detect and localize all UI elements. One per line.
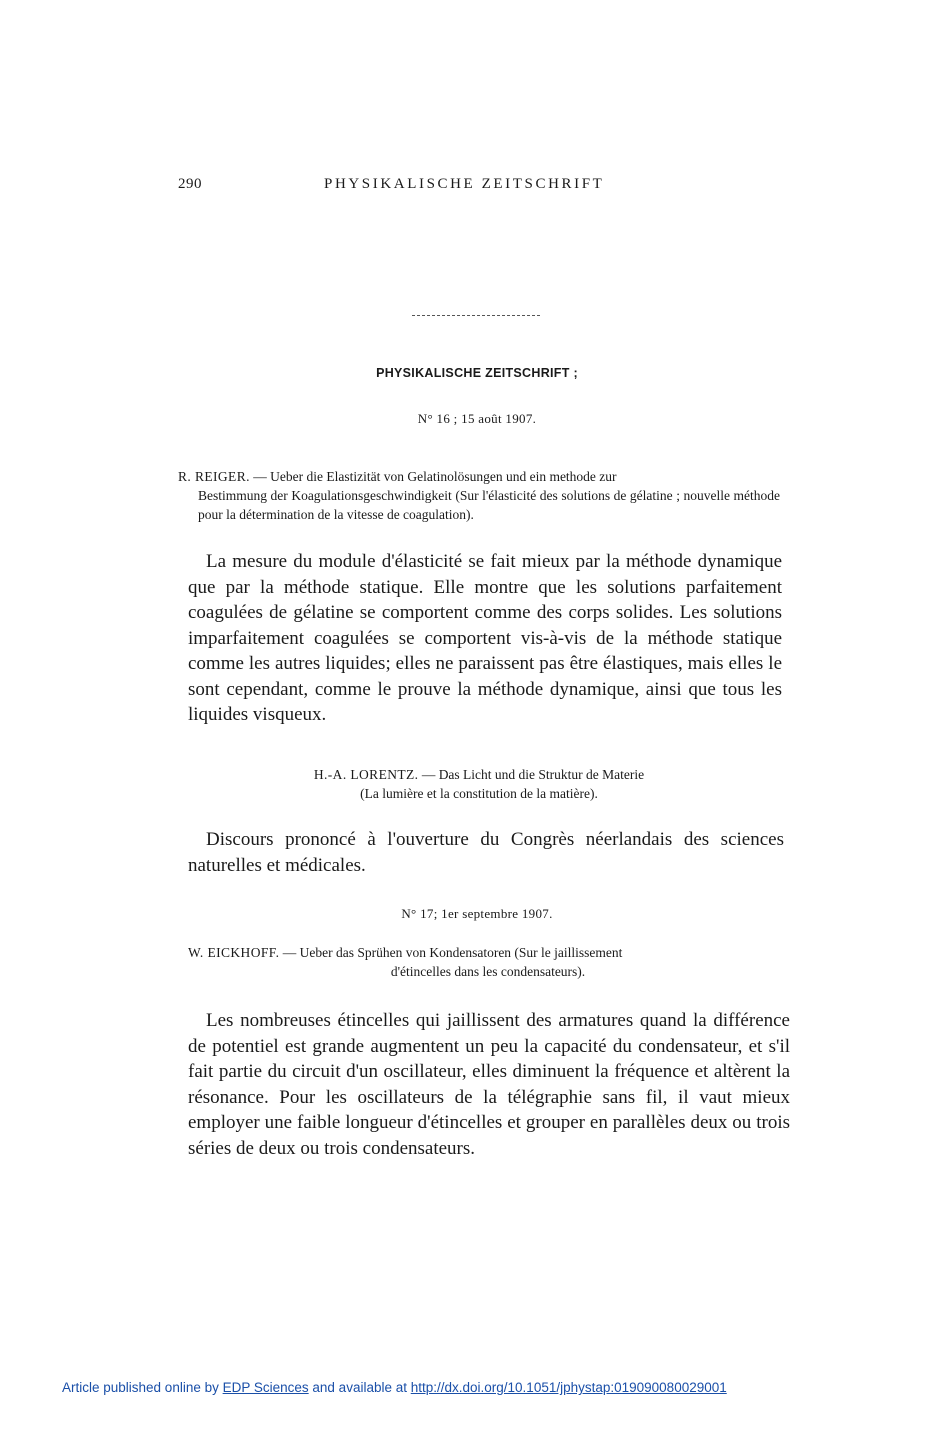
reference-lorentz <box>178 765 780 803</box>
footer-middle: and available at <box>308 1380 411 1395</box>
author-name: H.-A. LORENTZ. <box>313 767 419 782</box>
reference-title: — Ueber die Elastizität von Gelatinolösungen und ein methode zur <box>249 469 617 484</box>
doi-link[interactable]: http://dx.doi.org/10.1051/jphystap:019090080029001 <box>410 1380 727 1395</box>
running-head <box>178 176 638 198</box>
page-number: 290 <box>178 176 202 192</box>
reference-title: — Ueber das Sprühen von Kondensatoren (Sur le jaillissement <box>279 945 623 960</box>
abstract-paragraph: Les nombreuses étincelles qui jaillissent des armatures quand la différence de potentiel est grande augmentent un peu la capacité du condensateur, et s'il fait partie du circuit d'un oscillateur, elles diminuent la fréquence et altèrent la résonance. Pour les oscillateurs de la télégraphie sans fil, il vaut mieux employer une faible longueur d'étincelles et grouper en parallèles deux ou trois séries de deux ou trois condensateurs. <box>188 1010 790 1159</box>
author-name: W. EICKHOFF. <box>188 945 280 960</box>
abstract-paragraph: La mesure du module d'élasticité se fait mieux par la méthode dynamique que par la méthode statique. Elle montre que les solutions parfaitement coagulées de gélatine se comportent comme des corps solides. Les solutions imparfaitement coagulées se comportent vis-à-vis de la méthode statique comme les autres liquides; elles ne paraissent pas être élastiques, mais elles le sont cependant, comme le prouve la méthode dynamique, ainsi que tous les liquides visqueux. <box>188 551 782 725</box>
footer-prefix: Article published online by <box>62 1380 223 1395</box>
section-title: PHYSIKALISCHE ZEITSCHRIFT ; <box>376 366 578 380</box>
reference-reiger <box>178 467 780 524</box>
reference-title: — Das Licht und die Struktur de Materie <box>418 767 645 782</box>
reference-title-continued: (La lumière et la constitution de la matière). <box>360 786 598 801</box>
issue-label: N° 16 ; 15 août 1907. <box>417 411 537 426</box>
reference-title-continued: Bestimmung der Koagulationsgeschwindigkeit (Sur l'élasticité des solutions de gélatine ; nouvelle méthode pour la détermination de la vitesse de coagulation). <box>198 488 780 522</box>
publisher-link[interactable]: EDP Sciences <box>222 1380 309 1395</box>
section-divider <box>412 315 540 316</box>
issue-label: N° 17; 1er septembre 1907. <box>401 906 553 921</box>
publication-footer <box>62 1380 727 1395</box>
reference-eickhoff <box>188 943 788 981</box>
author-name: R. REIGER. <box>178 469 250 484</box>
reference-title-continued: d'étincelles dans les condensateurs). <box>390 964 586 979</box>
abstract-paragraph: Discours prononcé à l'ouverture du Congrès néerlandais des sciences naturelles et médicales. <box>188 829 784 876</box>
running-title: PHYSIKALISCHE ZEITSCHRIFT <box>324 176 605 192</box>
